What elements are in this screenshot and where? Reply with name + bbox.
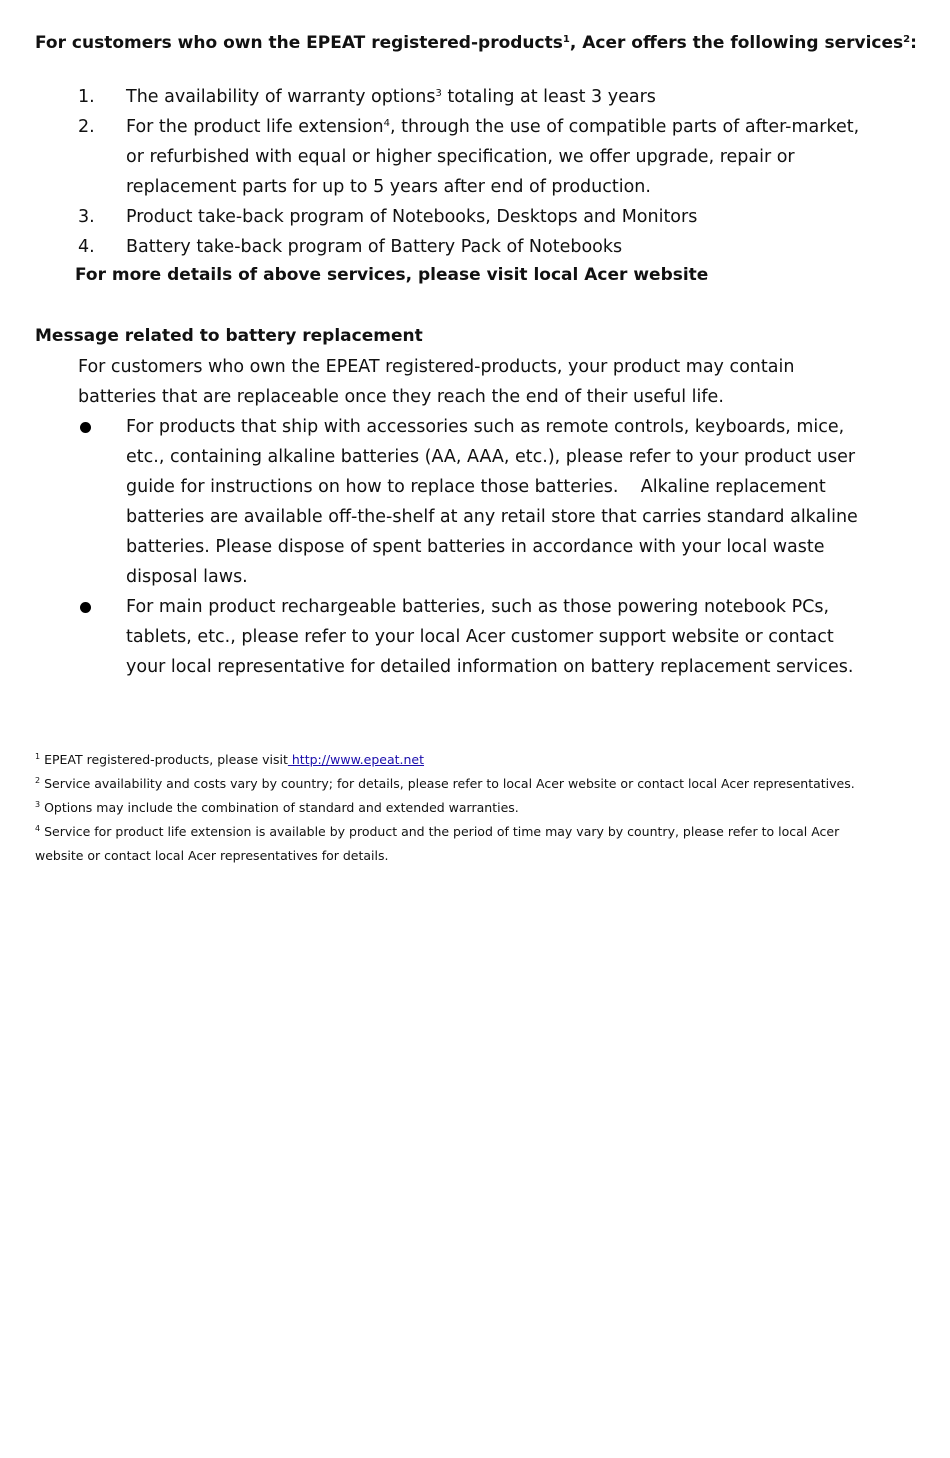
list-item-text: For products that ship with accessories such as remote controls, keyboards, mice, etc., containing alkaline batteries (AA, AAA, etc.), please refer to your product user guide for instructions on how to replace those batteries. Alkaline replacement batteries are available off-the-shelf at any retail store that carries standard alkaline batteries. Please dispose of spent batteries in accordance with your local waste disposal laws. [126, 417, 858, 587]
list-item [78, 112, 868, 202]
footnote-2 [35, 772, 865, 796]
services-heading [35, 31, 915, 55]
list-number: 2. [78, 117, 95, 137]
services-heading-text-2: , Acer offers the following services [569, 33, 904, 53]
footnote-text: Service for product life extension is available by product and the period of time may vary by country, please refer to local Acer website or contact local Acer representatives for details. [35, 824, 840, 863]
list-item [78, 412, 868, 592]
footnote-text: EPEAT registered-products, please visit [40, 752, 288, 767]
battery-intro: For customers who own the EPEAT registered-products, your product may contain batteries that are replaceable once they reach the end of their useful life. [78, 357, 795, 407]
list-item-text: Battery take-back program of Battery Pack of Notebooks [126, 237, 623, 257]
footnote-mark: 1 [35, 752, 41, 761]
footnote-mark: 4 [35, 824, 41, 833]
list-number: 3. [78, 207, 95, 227]
footnote-ref-2: 2 [903, 34, 911, 45]
bullet-icon [80, 422, 91, 433]
list-item [78, 82, 868, 112]
footnote-ref-1: 1 [562, 34, 570, 45]
list-item-text: Product take-back program of Notebooks, Desktops and Monitors [126, 207, 698, 227]
footnote-text: Options may include the combination of standard and extended warranties. [40, 800, 519, 815]
footnote-4 [35, 820, 865, 868]
more-details-note: For more details of above services, please visit local Acer website [75, 265, 709, 285]
list-item-text: The availability of warranty options [126, 87, 436, 107]
list-number: 1. [78, 87, 95, 107]
footnote-text: Service availability and costs vary by country; for details, please refer to local Acer website or contact local Acer representatives. [40, 776, 855, 791]
list-item [78, 202, 868, 232]
footnote-mark: 2 [35, 776, 41, 785]
list-number: 4. [78, 237, 95, 257]
footnote-1 [35, 748, 865, 772]
epeat-link[interactable]: http://www.epeat.net [287, 752, 425, 767]
list-item [78, 232, 868, 262]
services-heading-text-1: For customers who own the EPEAT registered-products [35, 33, 563, 53]
footnote-mark: 3 [35, 800, 41, 809]
list-item [78, 592, 868, 682]
list-item-text-after: totaling at least 3 years [441, 87, 656, 107]
services-heading-text-3: : [910, 33, 917, 53]
footnotes [35, 748, 865, 868]
footnote-ref-3: 3 [435, 88, 442, 99]
footnote-3 [35, 796, 865, 820]
bullet-icon [80, 602, 91, 613]
list-item-text: For main product rechargeable batteries, such as those powering notebook PCs, tablets, etc., please refer to your local Acer customer support website or contact your local representative for detailed information on battery replacement services. [126, 597, 854, 677]
battery-section-title: Message related to battery replacement [35, 326, 423, 346]
list-item-text-after: , through the use of compatible parts of after-market, or refurbished with equal or higher specification, we offer upgrade, repair or replacement parts for up to 5 years after end of production. [126, 117, 860, 197]
footnote-ref-4: 4 [383, 118, 390, 129]
services-list [78, 82, 868, 262]
battery-bullet-list [78, 412, 868, 682]
list-item-text: For the product life extension [126, 117, 384, 137]
